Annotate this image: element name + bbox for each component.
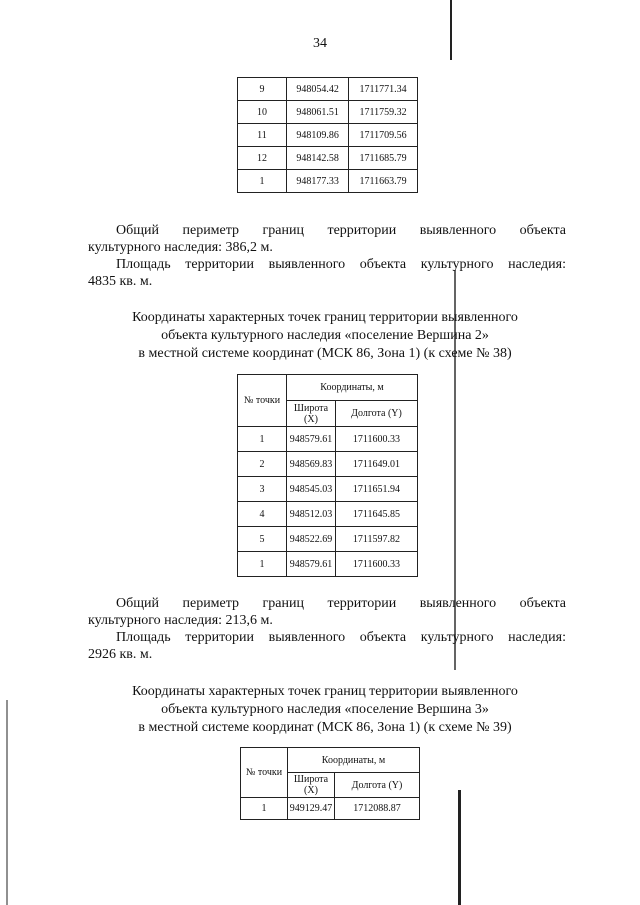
page-number: 34 bbox=[313, 36, 327, 51]
heading-line: объекта культурного наследия «поселение Вершина 3» bbox=[161, 702, 489, 717]
latitude-cell: 948061.51 bbox=[287, 101, 349, 124]
area-value-text: 4835 кв. м. bbox=[88, 274, 153, 289]
point-number-cell: 1 bbox=[238, 170, 287, 193]
coordinates-table-vershina-2 bbox=[237, 374, 418, 577]
column-header-latitude: Широта (X) bbox=[288, 773, 335, 798]
table-row bbox=[238, 78, 418, 101]
latitude-cell: 948579.61 bbox=[287, 427, 336, 452]
longitude-cell: 1711600.33 bbox=[336, 427, 418, 452]
point-number-cell: 1 bbox=[238, 427, 287, 452]
point-number-cell: 1 bbox=[241, 798, 288, 820]
latitude-cell: 948512.03 bbox=[287, 502, 336, 527]
longitude-cell: 1711759.32 bbox=[349, 101, 418, 124]
scan-artifact-line bbox=[6, 700, 8, 905]
point-number-cell: 2 bbox=[238, 452, 287, 477]
table-row bbox=[241, 798, 420, 820]
area-text: Площадь территории выявленного объекта культурного наследия: bbox=[116, 630, 566, 645]
heading-line: в местной системе координат (МСК 86, Зона 1) (к схеме № 39) bbox=[138, 720, 512, 735]
latitude-cell: 948522.69 bbox=[287, 527, 336, 552]
column-header-longitude: Долгота (Y) bbox=[336, 401, 418, 427]
latitude-cell: 948545.03 bbox=[287, 477, 336, 502]
section-heading-vershina-2 bbox=[90, 309, 560, 363]
heading-line: Координаты характерных точек границ территории выявленного bbox=[132, 684, 518, 699]
longitude-cell: 1711597.82 bbox=[336, 527, 418, 552]
column-header-latitude: Широта (X) bbox=[287, 401, 336, 427]
table-row bbox=[238, 170, 418, 193]
perimeter-value-text: культурного наследия: 213,6 м. bbox=[88, 613, 273, 628]
latitude-cell: 948109.86 bbox=[287, 124, 349, 147]
perimeter-value-text: культурного наследия: 386,2 м. bbox=[88, 240, 273, 255]
column-header-coordinates: Координаты, м bbox=[288, 748, 420, 773]
point-number-cell: 10 bbox=[238, 101, 287, 124]
table-row bbox=[238, 527, 418, 552]
table-row bbox=[238, 101, 418, 124]
section-heading-vershina-3 bbox=[90, 683, 560, 737]
latitude-cell: 948579.61 bbox=[287, 552, 336, 577]
column-header-point: № точки bbox=[241, 748, 288, 798]
longitude-cell: 1711645.85 bbox=[336, 502, 418, 527]
perimeter-text: Общий периметр границ территории выявленного объекта bbox=[116, 223, 566, 238]
column-header-coordinates: Координаты, м bbox=[287, 375, 418, 401]
area-value-text: 2926 кв. м. bbox=[88, 647, 153, 662]
heading-line: в местной системе координат (МСК 86, Зона 1) (к схеме № 38) bbox=[138, 346, 512, 361]
longitude-cell: 1712088.87 bbox=[335, 798, 420, 820]
longitude-cell: 1711709.56 bbox=[349, 124, 418, 147]
longitude-cell: 1711649.01 bbox=[336, 452, 418, 477]
point-number-cell: 12 bbox=[238, 147, 287, 170]
longitude-cell: 1711651.94 bbox=[336, 477, 418, 502]
longitude-cell: 1711771.34 bbox=[349, 78, 418, 101]
coordinates-table-continued bbox=[237, 77, 418, 193]
column-header-longitude: Долгота (Y) bbox=[335, 773, 420, 798]
latitude-cell: 949129.47 bbox=[288, 798, 335, 820]
perimeter-text: Общий периметр границ территории выявленного объекта bbox=[116, 596, 566, 611]
longitude-cell: 1711685.79 bbox=[349, 147, 418, 170]
latitude-cell: 948177.33 bbox=[287, 170, 349, 193]
table-row bbox=[238, 147, 418, 170]
scan-artifact-line bbox=[458, 790, 461, 905]
table-row bbox=[238, 477, 418, 502]
summary-paragraph-1 bbox=[88, 222, 566, 290]
point-number-cell: 3 bbox=[238, 477, 287, 502]
table-row bbox=[238, 427, 418, 452]
latitude-cell: 948142.58 bbox=[287, 147, 349, 170]
heading-line: объекта культурного наследия «поселение Вершина 2» bbox=[161, 328, 489, 343]
table-row bbox=[238, 452, 418, 477]
point-number-cell: 5 bbox=[238, 527, 287, 552]
summary-paragraph-2 bbox=[88, 595, 566, 663]
table-row bbox=[238, 502, 418, 527]
table-row bbox=[238, 552, 418, 577]
longitude-cell: 1711663.79 bbox=[349, 170, 418, 193]
latitude-cell: 948569.83 bbox=[287, 452, 336, 477]
heading-line: Координаты характерных точек границ территории выявленного bbox=[132, 310, 518, 325]
point-number-cell: 9 bbox=[238, 78, 287, 101]
table-row bbox=[238, 124, 418, 147]
point-number-cell: 1 bbox=[238, 552, 287, 577]
latitude-cell: 948054.42 bbox=[287, 78, 349, 101]
point-number-cell: 11 bbox=[238, 124, 287, 147]
longitude-cell: 1711600.33 bbox=[336, 552, 418, 577]
area-text: Площадь территории выявленного объекта культурного наследия: bbox=[116, 257, 566, 272]
column-header-point: № точки bbox=[238, 375, 287, 427]
point-number-cell: 4 bbox=[238, 502, 287, 527]
coordinates-table-vershina-3 bbox=[240, 747, 420, 820]
